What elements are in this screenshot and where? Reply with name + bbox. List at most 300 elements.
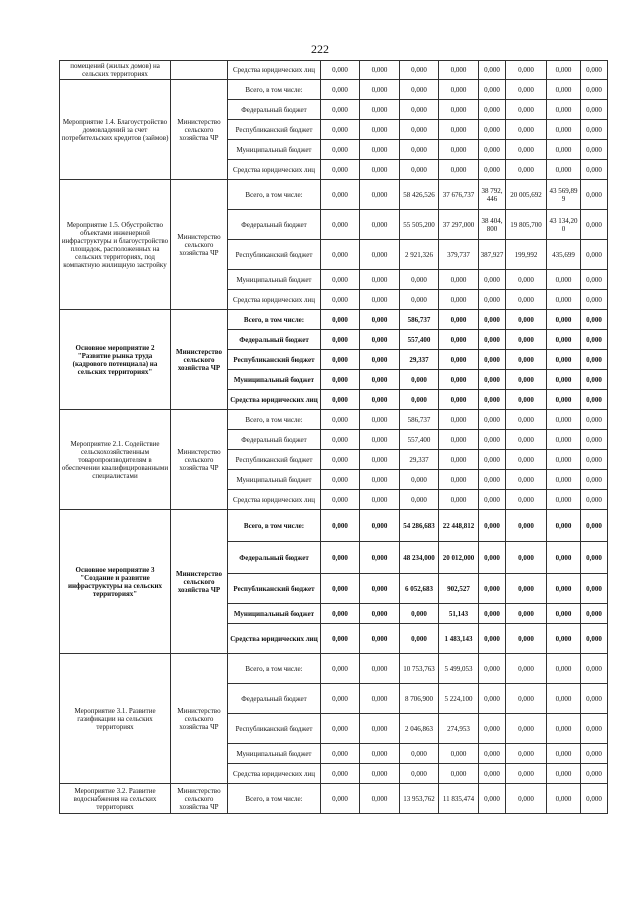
- amount-cell: 0,000: [581, 510, 608, 542]
- amount-cell: 0,000: [506, 390, 547, 410]
- amount-cell: 0,000: [547, 61, 581, 80]
- amount-cell: 0,000: [360, 160, 400, 180]
- amount-cell: 0,000: [581, 160, 608, 180]
- amount-cell: 0,000: [547, 574, 581, 604]
- funding-source: Средства юридических лиц: [228, 624, 321, 654]
- amount-cell: 0,000: [360, 604, 400, 624]
- amount-cell: 0,000: [581, 714, 608, 744]
- funding-source: Федеральный бюджет: [228, 100, 321, 120]
- amount-cell: 0,000: [506, 714, 547, 744]
- amount-cell: 0,000: [479, 120, 506, 140]
- amount-cell: 0,000: [547, 390, 581, 410]
- amount-cell: 29,337: [400, 450, 439, 470]
- amount-cell: 0,000: [547, 450, 581, 470]
- funding-source: Муниципальный бюджет: [228, 744, 321, 764]
- funding-source: Всего, в том числе:: [228, 310, 321, 330]
- amount-cell: 379,737: [439, 240, 479, 270]
- amount-cell: 0,000: [360, 764, 400, 784]
- amount-cell: 0,000: [581, 310, 608, 330]
- amount-cell: 0,000: [360, 370, 400, 390]
- activity-name: Основное мероприятие 3 "Создание и развитие инфраструктуры на сельских территориях": [60, 510, 171, 654]
- amount-cell: 0,000: [360, 310, 400, 330]
- amount-cell: 5 499,053: [439, 654, 479, 684]
- funding-source: Муниципальный бюджет: [228, 370, 321, 390]
- amount-cell: 0,000: [360, 100, 400, 120]
- amount-cell: 0,000: [581, 470, 608, 490]
- amount-cell: 586,737: [400, 310, 439, 330]
- amount-cell: 0,000: [439, 120, 479, 140]
- funding-source: Муниципальный бюджет: [228, 270, 321, 290]
- table-row: [60, 654, 608, 684]
- amount-cell: 0,000: [321, 240, 360, 270]
- amount-cell: 0,000: [506, 744, 547, 764]
- amount-cell: 38 792,446: [479, 180, 506, 210]
- amount-cell: 37 676,737: [439, 180, 479, 210]
- amount-cell: 0,000: [479, 100, 506, 120]
- amount-cell: 48 234,000: [400, 542, 439, 574]
- amount-cell: 0,000: [360, 624, 400, 654]
- amount-cell: 0,000: [479, 784, 506, 814]
- amount-cell: 0,000: [321, 450, 360, 470]
- amount-cell: 0,000: [360, 744, 400, 764]
- amount-cell: 1 483,143: [439, 624, 479, 654]
- amount-cell: 0,000: [479, 140, 506, 160]
- amount-cell: 0,000: [506, 270, 547, 290]
- amount-cell: 435,699: [547, 240, 581, 270]
- amount-cell: 0,000: [321, 61, 360, 80]
- amount-cell: 0,000: [360, 61, 400, 80]
- amount-cell: 0,000: [400, 160, 439, 180]
- amount-cell: 20 005,692: [506, 180, 547, 210]
- amount-cell: 0,000: [581, 604, 608, 624]
- amount-cell: 0,000: [506, 684, 547, 714]
- amount-cell: 13 953,762: [400, 784, 439, 814]
- amount-cell: 0,000: [547, 764, 581, 784]
- amount-cell: 0,000: [581, 764, 608, 784]
- amount-cell: 0,000: [547, 510, 581, 542]
- amount-cell: 274,953: [439, 714, 479, 744]
- amount-cell: 902,527: [439, 574, 479, 604]
- amount-cell: 0,000: [547, 410, 581, 430]
- amount-cell: 0,000: [400, 120, 439, 140]
- funding-source: Муниципальный бюджет: [228, 470, 321, 490]
- executor: Министерство сельского хозяйства ЧР: [171, 510, 228, 654]
- amount-cell: 0,000: [321, 120, 360, 140]
- amount-cell: 0,000: [400, 140, 439, 160]
- table-row: [60, 410, 608, 430]
- amount-cell: 6 052,683: [400, 574, 439, 604]
- amount-cell: 0,000: [439, 270, 479, 290]
- amount-cell: 0,000: [360, 80, 400, 100]
- amount-cell: 0,000: [360, 450, 400, 470]
- activity-name: Мероприятие 3.2. Развитие водоснабжения на сельских территориях: [60, 784, 171, 814]
- amount-cell: 0,000: [547, 542, 581, 574]
- funding-source: Муниципальный бюджет: [228, 604, 321, 624]
- amount-cell: 0,000: [321, 330, 360, 350]
- funding-source: Средства юридических лиц: [228, 160, 321, 180]
- amount-cell: 0,000: [506, 604, 547, 624]
- amount-cell: 0,000: [321, 410, 360, 430]
- amount-cell: 0,000: [506, 370, 547, 390]
- funding-source: Республиканский бюджет: [228, 450, 321, 470]
- page-number: 222: [311, 42, 329, 56]
- amount-cell: 0,000: [439, 410, 479, 430]
- amount-cell: 0,000: [439, 160, 479, 180]
- funding-source: Федеральный бюджет: [228, 430, 321, 450]
- amount-cell: 0,000: [581, 684, 608, 714]
- amount-cell: 0,000: [321, 100, 360, 120]
- amount-cell: 0,000: [547, 654, 581, 684]
- amount-cell: 0,000: [581, 450, 608, 470]
- amount-cell: 0,000: [547, 490, 581, 510]
- amount-cell: 0,000: [439, 61, 479, 80]
- amount-cell: 0,000: [439, 290, 479, 310]
- amount-cell: 29,337: [400, 350, 439, 370]
- amount-cell: 0,000: [506, 450, 547, 470]
- funding-source: Средства юридических лиц: [228, 764, 321, 784]
- amount-cell: 0,000: [479, 350, 506, 370]
- amount-cell: 0,000: [321, 80, 360, 100]
- amount-cell: 0,000: [547, 784, 581, 814]
- amount-cell: 0,000: [547, 160, 581, 180]
- amount-cell: 0,000: [506, 61, 547, 80]
- amount-cell: 58 426,526: [400, 180, 439, 210]
- amount-cell: 0,000: [321, 490, 360, 510]
- funding-source: Республиканский бюджет: [228, 574, 321, 604]
- amount-cell: 0,000: [400, 624, 439, 654]
- amount-cell: 11 835,474: [439, 784, 479, 814]
- amount-cell: 0,000: [506, 542, 547, 574]
- funding-source: Средства юридических лиц: [228, 61, 321, 80]
- amount-cell: 0,000: [581, 100, 608, 120]
- amount-cell: 0,000: [321, 310, 360, 330]
- amount-cell: 0,000: [439, 744, 479, 764]
- amount-cell: 0,000: [321, 430, 360, 450]
- amount-cell: 0,000: [321, 604, 360, 624]
- amount-cell: 0,000: [479, 604, 506, 624]
- amount-cell: 0,000: [506, 654, 547, 684]
- amount-cell: 0,000: [360, 330, 400, 350]
- amount-cell: 0,000: [547, 714, 581, 744]
- budget-table: [59, 60, 608, 814]
- amount-cell: 0,000: [321, 510, 360, 542]
- amount-cell: 0,000: [360, 410, 400, 430]
- amount-cell: 0,000: [360, 210, 400, 240]
- amount-cell: 0,000: [479, 470, 506, 490]
- amount-cell: 0,000: [506, 330, 547, 350]
- amount-cell: 0,000: [547, 430, 581, 450]
- amount-cell: 0,000: [581, 120, 608, 140]
- amount-cell: 0,000: [581, 210, 608, 240]
- amount-cell: 0,000: [581, 744, 608, 764]
- amount-cell: 0,000: [581, 784, 608, 814]
- table-row: [60, 80, 608, 100]
- amount-cell: 0,000: [506, 510, 547, 542]
- amount-cell: 0,000: [581, 350, 608, 370]
- amount-cell: 0,000: [479, 490, 506, 510]
- executor: Министерство сельского хозяйства ЧР: [171, 310, 228, 410]
- amount-cell: 0,000: [479, 80, 506, 100]
- amount-cell: 0,000: [479, 330, 506, 350]
- amount-cell: 0,000: [547, 100, 581, 120]
- amount-cell: 0,000: [360, 290, 400, 310]
- amount-cell: 0,000: [400, 290, 439, 310]
- amount-cell: 0,000: [479, 430, 506, 450]
- amount-cell: 0,000: [321, 654, 360, 684]
- amount-cell: 0,000: [400, 490, 439, 510]
- amount-cell: 0,000: [360, 470, 400, 490]
- executor: [171, 61, 228, 80]
- amount-cell: 0,000: [400, 270, 439, 290]
- amount-cell: 0,000: [321, 350, 360, 370]
- amount-cell: 0,000: [506, 290, 547, 310]
- amount-cell: 0,000: [506, 140, 547, 160]
- amount-cell: 0,000: [581, 390, 608, 410]
- amount-cell: 0,000: [321, 390, 360, 410]
- amount-cell: 0,000: [506, 624, 547, 654]
- amount-cell: 0,000: [321, 764, 360, 784]
- amount-cell: 10 753,763: [400, 654, 439, 684]
- table-row: [60, 180, 608, 210]
- amount-cell: 0,000: [506, 80, 547, 100]
- funding-source: Средства юридических лиц: [228, 490, 321, 510]
- amount-cell: 0,000: [581, 370, 608, 390]
- amount-cell: 0,000: [400, 80, 439, 100]
- amount-cell: 0,000: [400, 764, 439, 784]
- amount-cell: 0,000: [479, 624, 506, 654]
- amount-cell: 0,000: [479, 290, 506, 310]
- amount-cell: 0,000: [506, 350, 547, 370]
- amount-cell: 0,000: [506, 490, 547, 510]
- amount-cell: 0,000: [321, 370, 360, 390]
- amount-cell: 0,000: [547, 624, 581, 654]
- amount-cell: 0,000: [479, 764, 506, 784]
- amount-cell: 0,000: [439, 310, 479, 330]
- amount-cell: 586,737: [400, 410, 439, 430]
- amount-cell: 0,000: [581, 624, 608, 654]
- amount-cell: 0,000: [321, 210, 360, 240]
- amount-cell: 0,000: [581, 61, 608, 80]
- amount-cell: 0,000: [479, 714, 506, 744]
- amount-cell: 0,000: [360, 180, 400, 210]
- amount-cell: 0,000: [479, 410, 506, 430]
- amount-cell: 5 224,100: [439, 684, 479, 714]
- amount-cell: 0,000: [479, 61, 506, 80]
- funding-source: Всего, в том числе:: [228, 410, 321, 430]
- amount-cell: 0,000: [479, 542, 506, 574]
- amount-cell: 557,400: [400, 430, 439, 450]
- amount-cell: 0,000: [479, 270, 506, 290]
- amount-cell: 0,000: [581, 330, 608, 350]
- amount-cell: 0,000: [506, 430, 547, 450]
- amount-cell: 2 046,863: [400, 714, 439, 744]
- funding-source: Республиканский бюджет: [228, 240, 321, 270]
- amount-cell: 0,000: [547, 604, 581, 624]
- amount-cell: 0,000: [547, 80, 581, 100]
- amount-cell: 0,000: [547, 290, 581, 310]
- amount-cell: 0,000: [360, 684, 400, 714]
- amount-cell: 0,000: [479, 450, 506, 470]
- activity-name: Мероприятие 1.5. Обустройство объектами инженерной инфраструктуры и благоустройство площадок, расположенных на сельских территориях, под компактную жилищную застройку: [60, 180, 171, 310]
- activity-name: Основное мероприятие 2 "Развитие рынка труда (кадрового потенциала) на сельских территориях": [60, 310, 171, 410]
- amount-cell: 0,000: [506, 470, 547, 490]
- amount-cell: 0,000: [581, 240, 608, 270]
- amount-cell: 0,000: [321, 180, 360, 210]
- table-row: [60, 784, 608, 814]
- amount-cell: 0,000: [321, 140, 360, 160]
- amount-cell: 0,000: [479, 160, 506, 180]
- funding-source: Федеральный бюджет: [228, 330, 321, 350]
- amount-cell: 0,000: [506, 120, 547, 140]
- executor: Министерство сельского хозяйства ЧР: [171, 410, 228, 510]
- amount-cell: 0,000: [581, 80, 608, 100]
- amount-cell: 55 505,200: [400, 210, 439, 240]
- amount-cell: 0,000: [547, 744, 581, 764]
- amount-cell: 0,000: [360, 390, 400, 410]
- amount-cell: 0,000: [581, 180, 608, 210]
- funding-source: Всего, в том числе:: [228, 510, 321, 542]
- amount-cell: 0,000: [547, 370, 581, 390]
- amount-cell: 0,000: [439, 764, 479, 784]
- amount-cell: 19 805,700: [506, 210, 547, 240]
- amount-cell: 0,000: [439, 370, 479, 390]
- amount-cell: 0,000: [321, 744, 360, 764]
- amount-cell: 0,000: [506, 160, 547, 180]
- amount-cell: 0,000: [360, 784, 400, 814]
- amount-cell: 0,000: [547, 470, 581, 490]
- amount-cell: 0,000: [506, 100, 547, 120]
- amount-cell: 0,000: [360, 654, 400, 684]
- funding-source: Республиканский бюджет: [228, 350, 321, 370]
- executor: Министерство сельского хозяйства ЧР: [171, 80, 228, 180]
- amount-cell: 0,000: [400, 370, 439, 390]
- amount-cell: 0,000: [547, 270, 581, 290]
- amount-cell: 0,000: [321, 574, 360, 604]
- funding-source: Всего, в том числе:: [228, 784, 321, 814]
- amount-cell: 557,400: [400, 330, 439, 350]
- amount-cell: 0,000: [506, 410, 547, 430]
- amount-cell: 199,992: [506, 240, 547, 270]
- amount-cell: 0,000: [479, 390, 506, 410]
- amount-cell: 0,000: [479, 744, 506, 764]
- amount-cell: 0,000: [360, 240, 400, 270]
- amount-cell: 0,000: [321, 270, 360, 290]
- amount-cell: 0,000: [439, 430, 479, 450]
- amount-cell: 0,000: [360, 510, 400, 542]
- amount-cell: 0,000: [321, 160, 360, 180]
- amount-cell: 0,000: [439, 80, 479, 100]
- amount-cell: 0,000: [321, 684, 360, 714]
- amount-cell: 0,000: [479, 684, 506, 714]
- funding-source: Всего, в том числе:: [228, 80, 321, 100]
- amount-cell: 0,000: [479, 310, 506, 330]
- amount-cell: 0,000: [479, 654, 506, 684]
- funding-source: Федеральный бюджет: [228, 542, 321, 574]
- amount-cell: 0,000: [360, 714, 400, 744]
- amount-cell: 0,000: [439, 490, 479, 510]
- amount-cell: 0,000: [321, 784, 360, 814]
- amount-cell: 0,000: [439, 100, 479, 120]
- executor: Министерство сельского хозяйства ЧР: [171, 180, 228, 310]
- amount-cell: 0,000: [479, 510, 506, 542]
- amount-cell: 0,000: [581, 490, 608, 510]
- amount-cell: 0,000: [506, 784, 547, 814]
- amount-cell: 0,000: [581, 542, 608, 574]
- table-row: [60, 510, 608, 542]
- funding-source: Средства юридических лиц: [228, 390, 321, 410]
- amount-cell: 0,000: [439, 390, 479, 410]
- amount-cell: 0,000: [321, 542, 360, 574]
- amount-cell: 0,000: [321, 470, 360, 490]
- amount-cell: 51,143: [439, 604, 479, 624]
- funding-source: Всего, в том числе:: [228, 654, 321, 684]
- activity-name: Мероприятие 2.1. Содействие сельскохозяйственным товаропроизводителям в обеспечении квалифицированными специалистами: [60, 410, 171, 510]
- amount-cell: 0,000: [400, 604, 439, 624]
- amount-cell: 38 404,800: [479, 210, 506, 240]
- amount-cell: 0,000: [321, 714, 360, 744]
- funding-source: Федеральный бюджет: [228, 210, 321, 240]
- amount-cell: 43 134,200: [547, 210, 581, 240]
- activity-name: Мероприятие 1.4. Благоустройство домовладений за счет потребительских кредитов (займов): [60, 80, 171, 180]
- amount-cell: 0,000: [439, 470, 479, 490]
- amount-cell: 0,000: [547, 310, 581, 330]
- activity-name: Мероприятие 3.1. Развитие газификации на сельских территориях: [60, 654, 171, 784]
- table-row: [60, 61, 608, 80]
- amount-cell: 0,000: [400, 390, 439, 410]
- amount-cell: 0,000: [321, 624, 360, 654]
- amount-cell: 0,000: [439, 330, 479, 350]
- amount-cell: 0,000: [400, 100, 439, 120]
- amount-cell: 0,000: [581, 140, 608, 160]
- amount-cell: 0,000: [360, 490, 400, 510]
- funding-source: Республиканский бюджет: [228, 120, 321, 140]
- amount-cell: 20 012,000: [439, 542, 479, 574]
- amount-cell: 43 569,899: [547, 180, 581, 210]
- amount-cell: 0,000: [581, 290, 608, 310]
- amount-cell: 0,000: [506, 764, 547, 784]
- executor: Министерство сельского хозяйства ЧР: [171, 784, 228, 814]
- amount-cell: 0,000: [581, 410, 608, 430]
- funding-source: Федеральный бюджет: [228, 684, 321, 714]
- amount-cell: 387,927: [479, 240, 506, 270]
- amount-cell: 0,000: [439, 140, 479, 160]
- amount-cell: 0,000: [360, 270, 400, 290]
- amount-cell: 0,000: [581, 430, 608, 450]
- executor: Министерство сельского хозяйства ЧР: [171, 654, 228, 784]
- amount-cell: 0,000: [581, 654, 608, 684]
- amount-cell: 2 921,326: [400, 240, 439, 270]
- amount-cell: 0,000: [479, 370, 506, 390]
- funding-source: Республиканский бюджет: [228, 714, 321, 744]
- amount-cell: 0,000: [547, 684, 581, 714]
- amount-cell: 0,000: [506, 310, 547, 330]
- amount-cell: 0,000: [439, 350, 479, 370]
- amount-cell: 0,000: [547, 140, 581, 160]
- amount-cell: 37 297,000: [439, 210, 479, 240]
- amount-cell: 0,000: [581, 270, 608, 290]
- amount-cell: 0,000: [321, 290, 360, 310]
- amount-cell: 22 448,812: [439, 510, 479, 542]
- amount-cell: 0,000: [547, 330, 581, 350]
- amount-cell: 0,000: [479, 574, 506, 604]
- amount-cell: 0,000: [400, 744, 439, 764]
- amount-cell: 0,000: [360, 542, 400, 574]
- amount-cell: 0,000: [547, 120, 581, 140]
- funding-source: Муниципальный бюджет: [228, 140, 321, 160]
- amount-cell: 0,000: [400, 61, 439, 80]
- amount-cell: 0,000: [547, 350, 581, 370]
- amount-cell: 0,000: [360, 140, 400, 160]
